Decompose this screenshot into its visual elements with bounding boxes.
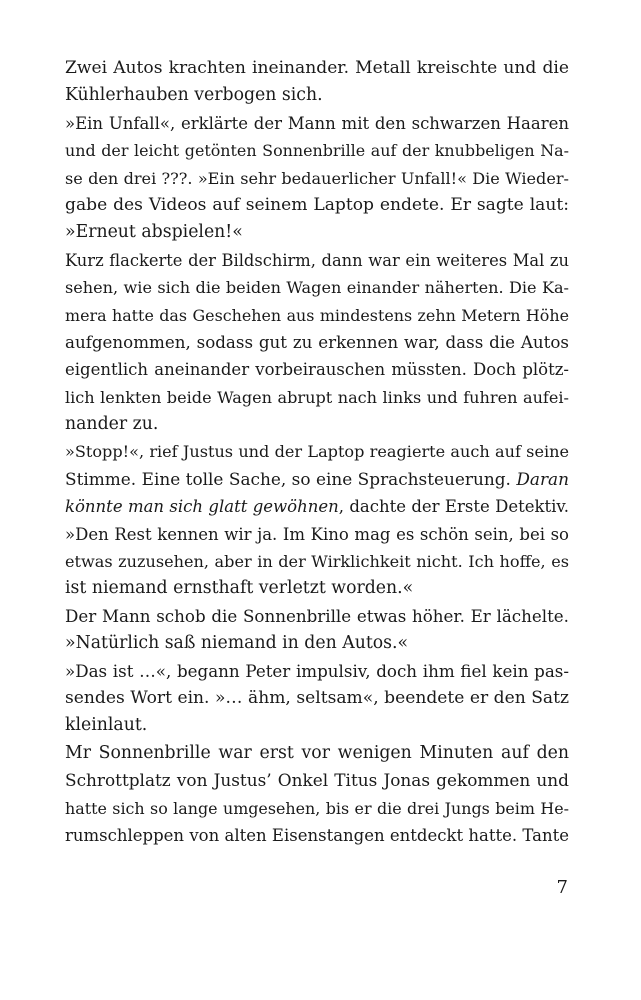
text-line: Zwei Autos krachten ineinander. Metall kreischte und die xyxy=(65,58,569,78)
page-number: 7 xyxy=(556,877,568,898)
text-line: gabe des Videos auf seinem Laptop endete. Er sagte laut: xyxy=(65,194,569,215)
text-line: etwas zuzusehen, aber in der Wirklichkeit nicht. Ich hoffe, es xyxy=(65,552,569,572)
text-line: Kühlerhauben verbogen sich. xyxy=(65,85,323,106)
text-line: sendes Wort ein. »… ähm, seltsam«, beendete er den Satz xyxy=(65,687,569,708)
text-line: »Ein Unfall«, erklärte der Mann mit den schwarzen Haaren xyxy=(65,113,569,133)
text-line: und der leicht getönten Sonnenbrille auf der knubbeligen Na- xyxy=(65,141,569,161)
text-line: sehen, wie sich die beiden Wagen einander näherten. Die Ka- xyxy=(65,278,569,298)
text-line: »Das ist …«, begann Peter impulsiv, doch ihm fiel kein pas- xyxy=(65,660,569,681)
italic-segment: Daran xyxy=(516,468,569,489)
text-line: »Den Rest kennen wir ja. Im Kino mag es schön sein, bei so xyxy=(65,524,569,544)
text-line: lich lenkten beide Wagen abrupt nach links und fuhren aufei- xyxy=(65,387,569,407)
italic-segment: könnte man sich glatt gewöhnen xyxy=(65,497,339,517)
text-segment: Stimme. Eine tolle Sache, so eine Sprachsteuerung. xyxy=(65,468,511,489)
text-line: Kurz flackerte der Bildschirm, dann war ein weiteres Mal zu xyxy=(65,250,569,270)
text-line: hatte sich so lange umgesehen, bis er die drei Jungs beim He- xyxy=(65,798,569,818)
text-line: Schrottplatz von Justus’ Onkel Titus Jonas gekommen und xyxy=(65,770,569,791)
text-line: kleinlaut. xyxy=(65,715,148,736)
text-line: se den drei ???. »Ein sehr bedauerlicher Unfall!« Die Wieder- xyxy=(65,168,569,188)
text-line: rumschleppen von alten Eisenstangen entdeckt hatte. Tante xyxy=(65,825,569,845)
text-line xyxy=(65,466,569,493)
text-line xyxy=(65,493,569,520)
text-line: »Stopp!«, rief Justus und der Laptop reagierte auch auf seine xyxy=(65,442,569,462)
text-line: ist niemand ernsthaft verletzt worden.« xyxy=(65,578,414,599)
text-segment: , dachte der Erste Detektiv. xyxy=(338,497,569,517)
text-line: Der Mann schob die Sonnenbrille etwas höher. Er lächelte. xyxy=(65,605,569,626)
text-line: mera hatte das Geschehen aus mindestens zehn Metern Höhe xyxy=(65,305,569,325)
body-text xyxy=(65,55,569,849)
text-line: aufgenommen, sodass gut zu erkennen war, dass die Autos xyxy=(65,331,569,352)
text-line: »Natürlich saß niemand in den Autos.« xyxy=(65,633,409,654)
text-line: nander zu. xyxy=(65,414,159,435)
text-line: »Erneut abspielen!« xyxy=(65,222,243,243)
text-line: Mr Sonnenbrille war erst vor wenigen Minuten auf den xyxy=(65,742,569,763)
text-line: eigentlich aneinander vorbeirauschen müssten. Doch plötz- xyxy=(65,360,569,380)
